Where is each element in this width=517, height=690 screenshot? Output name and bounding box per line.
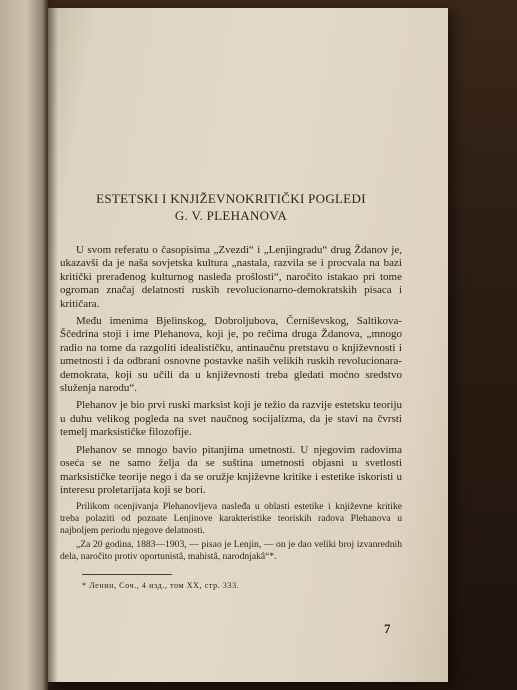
paragraph: Plehanov se mnogo bavio pitanjima umetnosti. U njegovim radovima oseća se ne samo želja da se suština umetnosti objasni u svetlosti marksističke teorije nego i da se oružje književne kritike i estetike iskoristi u interesu proletarijata koji se bori. (60, 443, 402, 496)
small-paragraph: Prilikom ocenjivanja Plehanovljeva nasleđa u oblasti estetike i književne kritike treba polaziti od poznate Lenjinove karakteristike teoriskih radova Plehanova u najboljem periodu njegove delatnosti. (60, 501, 402, 536)
footnote-divider (82, 574, 172, 575)
chapter-title-line-2: G. V. PLEHANOVA (174, 208, 288, 223)
body-text (60, 244, 402, 562)
page-content (60, 190, 402, 591)
lenin-quote: „Za 20 godina, 1883—1903, — pisao je Lenjin, — on je dao veliki broj izvanrednih dela, naročito protiv oportunistâ, mahistâ, narodnjakâ“*. (60, 539, 402, 562)
page-gutter-shadow (48, 0, 58, 690)
paragraph: Plehanov je bio prvi ruski marksist koji je težio da razvije estetsku teoriju u duhu velikog pogleda na svet naučnog socijalizma, da je stavi na čvrsti temelj marksističke filozofije. (60, 399, 402, 439)
footnote: * Ленин, Соч., 4 изд., том XX, стр. 333. (82, 581, 240, 591)
chapter-title (60, 190, 402, 224)
chapter-title-line-1: ESTETSKI I KNJIŽEVNOKRITIČKI POGLEDI (96, 191, 366, 206)
page-number: 7 (384, 621, 391, 636)
left-page-edge (0, 0, 48, 690)
paragraph: U svom referatu o časopisima „Zvezdi“ i „Lenjingradu“ drug Ždanov je, ukazavši da je naša sovjetska kultura „nastala, razvila se i procvala na bazi kritički prerađenog kulturnog nasleđa prošlosti“, naročito istakao pri tome ogroman značaj delatnosti ruskih revolucionarno-demokratskih pisaca i kritičara. (60, 244, 402, 310)
paragraph: Među imenima Bjelinskog, Dobroljubova, Černiševskog, Saltikova-Ščedrina stoji i ime Plehanova, koji je, po rečima druga Ždanova, „mnogo radio na tome da razgoliti idealističku, antinaučnu pretstavu o književnosti i umetnosti i da odbrani osnovne postavke naših velikih ruskih revolucionara-demokrata, koji su učili da u književnosti treba gledati moćno sredstvo služenja narodu“. (60, 315, 402, 395)
